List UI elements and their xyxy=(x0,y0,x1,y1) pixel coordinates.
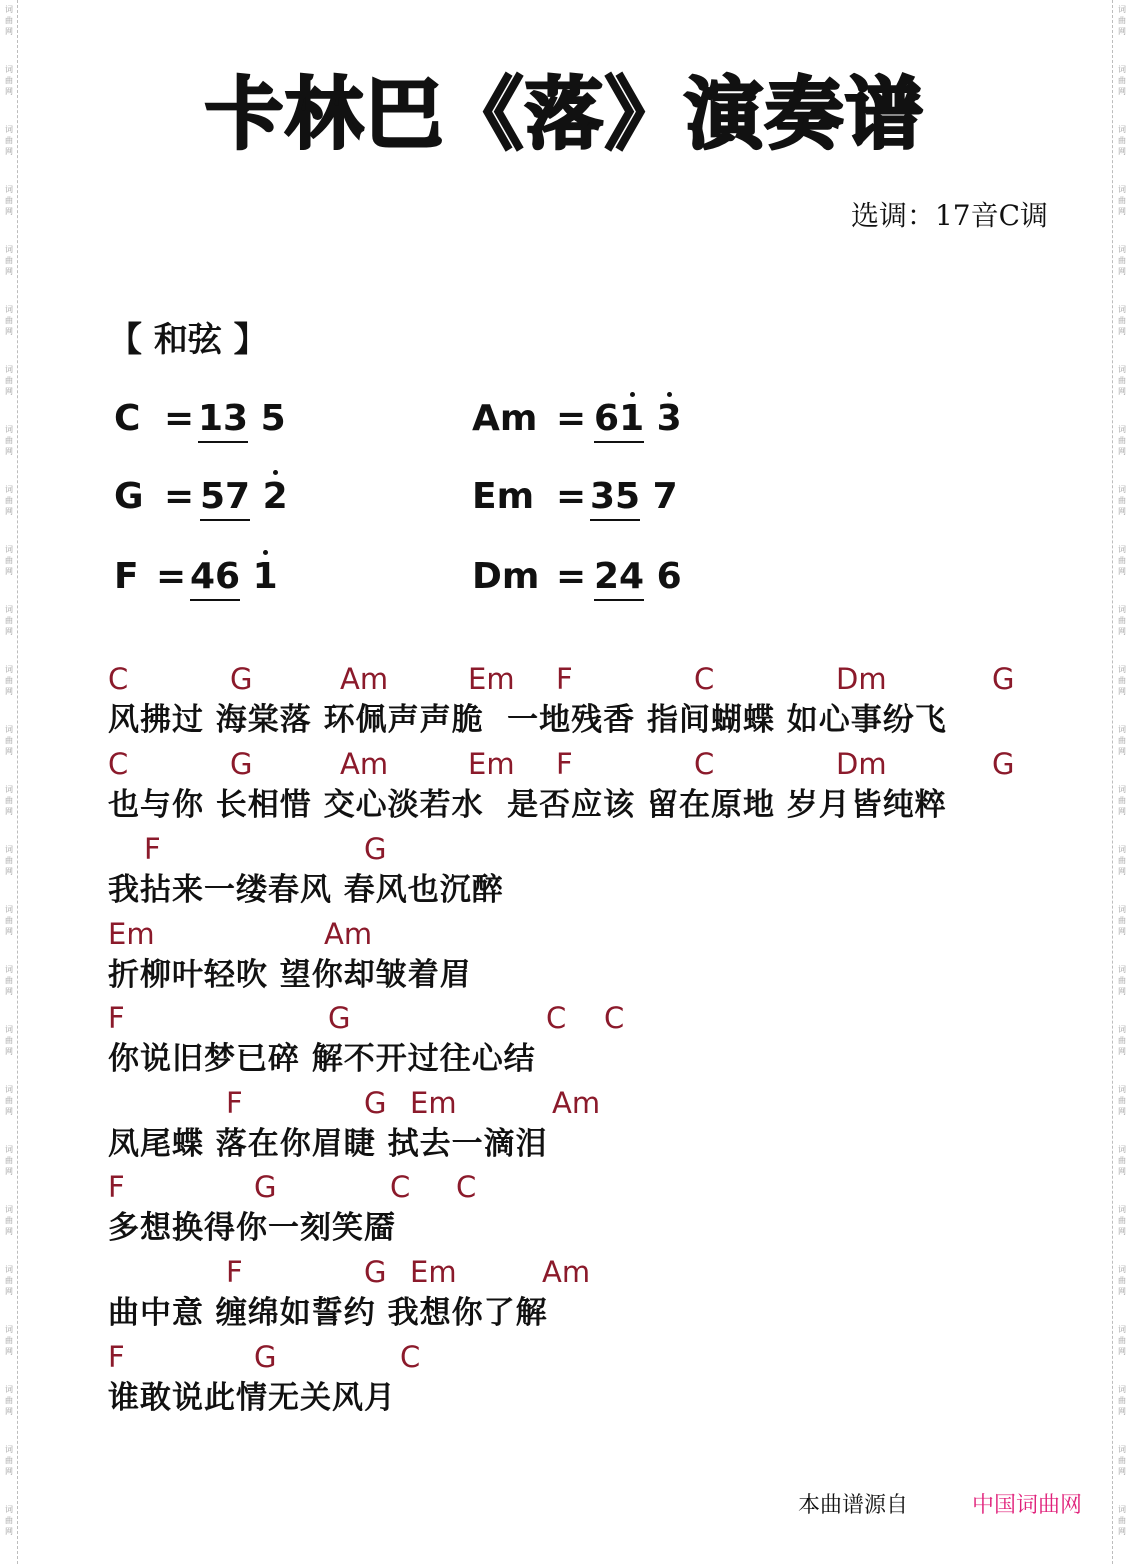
watermark-text: 词曲网 xyxy=(5,5,13,36)
watermark-text: 词曲网 xyxy=(5,725,13,756)
watermark-text: 词曲网 xyxy=(5,185,13,216)
watermark-text: 词曲网 xyxy=(5,365,13,396)
watermark-text: 词曲网 xyxy=(5,965,13,996)
chord-def-underlined: 24 xyxy=(594,556,644,601)
watermark-text: 词曲网 xyxy=(5,65,13,96)
watermark-text: 词曲网 xyxy=(1118,1505,1126,1536)
watermark-text: 词曲网 xyxy=(1118,1265,1126,1296)
page-title: 卡林巴《落》演奏谱 xyxy=(204,70,925,160)
chord-def-underlined: 61 xyxy=(594,398,644,443)
watermark-text: 词曲网 xyxy=(1118,545,1126,576)
watermark-text: 词曲网 xyxy=(1118,305,1126,336)
chord-def-eq: = xyxy=(156,556,187,597)
chord-label: C xyxy=(390,1170,411,1204)
chord-def-eq: = xyxy=(556,398,587,439)
lyric-line: 多想换得你一刻笑靥 xyxy=(108,1210,396,1246)
chord-label: Am xyxy=(340,747,389,781)
chord-label: C xyxy=(546,1001,567,1035)
watermark-text: 词曲网 xyxy=(5,1205,13,1236)
watermark-text: 词曲网 xyxy=(5,665,13,696)
lyric-line: 也与你 长相惜 交心淡若水 是否应该 留在原地 岁月皆纯粹 xyxy=(108,787,947,823)
chord-def-eq: = xyxy=(164,398,195,439)
watermark-text: 词曲网 xyxy=(1118,965,1126,996)
chord-def-underlined: 13 xyxy=(198,398,248,443)
chord-label: G xyxy=(364,1255,387,1289)
chord-def-rest: 6 xyxy=(656,556,682,597)
chord-label: G xyxy=(254,1170,277,1204)
key-selection: 选调：17音C调 xyxy=(850,199,1048,232)
chord-def-rest: 2 xyxy=(262,476,288,517)
chord-def-am xyxy=(472,398,682,439)
chord-label: Am xyxy=(542,1255,591,1289)
chord-label: C xyxy=(108,747,129,781)
lyric-line: 我拈来一缕春风 春风也沉醉 xyxy=(108,872,504,908)
watermark-text: 词曲网 xyxy=(5,1025,13,1056)
watermark-text: 词曲网 xyxy=(5,1085,13,1116)
chord-label: Em xyxy=(108,917,155,951)
chord-def-name: F xyxy=(114,556,139,597)
watermark-text: 词曲网 xyxy=(1118,725,1126,756)
watermark-text: 词曲网 xyxy=(1118,365,1126,396)
chord-label: G xyxy=(364,832,387,866)
chord-def-rest: 5 xyxy=(260,398,286,439)
chord-label: G xyxy=(254,1340,277,1374)
watermark-text: 词曲网 xyxy=(5,1145,13,1176)
chord-def-name: C xyxy=(114,398,141,439)
chord-label: C xyxy=(456,1170,477,1204)
chord-label: C xyxy=(400,1340,421,1374)
chord-def-c xyxy=(114,398,286,439)
chord-label: Em xyxy=(468,747,515,781)
chord-label: Am xyxy=(552,1086,601,1120)
chord-def-eq: = xyxy=(164,476,195,517)
chord-label: G xyxy=(364,1086,387,1120)
chord-label: F xyxy=(144,832,161,866)
chord-label: Dm xyxy=(836,662,887,696)
chord-label: Em xyxy=(410,1255,457,1289)
watermark-text: 词曲网 xyxy=(1118,1025,1126,1056)
watermark-text: 词曲网 xyxy=(1118,1325,1126,1356)
chord-def-rest: 7 xyxy=(652,476,678,517)
chord-label: Em xyxy=(410,1086,457,1120)
watermark-text: 词曲网 xyxy=(1118,1445,1126,1476)
chord-label: G xyxy=(992,747,1015,781)
chord-def-name: Em xyxy=(472,476,535,517)
chord-def-em xyxy=(472,476,678,517)
chord-label: C xyxy=(694,662,715,696)
source-label: 本曲谱源自 xyxy=(798,1493,909,1518)
watermark-text: 词曲网 xyxy=(5,305,13,336)
watermark-text: 词曲网 xyxy=(1118,1145,1126,1176)
chord-label: F xyxy=(556,662,573,696)
watermark-text: 词曲网 xyxy=(1118,65,1126,96)
chord-label: G xyxy=(230,747,253,781)
lyric-line: 曲中意 缠绵如誓约 我想你了解 xyxy=(108,1295,548,1331)
watermark-text: 词曲网 xyxy=(5,1325,13,1356)
watermark-text: 词曲网 xyxy=(5,245,13,276)
watermark-text: 词曲网 xyxy=(1118,1385,1126,1416)
chord-label: G xyxy=(328,1001,351,1035)
lyric-line: 折柳叶轻吹 望你却皱着眉 xyxy=(108,957,472,993)
chord-label: C xyxy=(108,662,129,696)
chord-label: F xyxy=(108,1340,125,1374)
chord-label: F xyxy=(108,1001,125,1035)
watermark-text: 词曲网 xyxy=(5,425,13,456)
chord-def-name: G xyxy=(114,476,144,517)
chord-def-underlined: 57 xyxy=(200,476,250,521)
watermark-text: 词曲网 xyxy=(5,1445,13,1476)
lyric-line: 凤尾蝶 落在你眉睫 拭去一滴泪 xyxy=(108,1126,548,1162)
chord-label: Am xyxy=(324,917,373,951)
high-note-dot: 1 xyxy=(619,398,645,439)
lyric-line: 谁敢说此情无关风月 xyxy=(108,1380,396,1416)
watermark-text: 词曲网 xyxy=(1118,665,1126,696)
chord-def-underlined: 46 xyxy=(190,556,240,601)
chord-label: F xyxy=(556,747,573,781)
chord-def-f xyxy=(114,556,278,597)
watermark-text: 词曲网 xyxy=(1118,1205,1126,1236)
lyric-line: 风拂过 海棠落 环佩声声脆 一地残香 指间蝴蝶 如心事纷飞 xyxy=(108,702,947,738)
chord-label: F xyxy=(108,1170,125,1204)
watermark-text: 词曲网 xyxy=(5,1265,13,1296)
chord-def-name: Dm xyxy=(472,556,540,597)
watermark-text: 词曲网 xyxy=(1118,845,1126,876)
watermark-text: 词曲网 xyxy=(5,1385,13,1416)
watermark-text: 词曲网 xyxy=(5,905,13,936)
watermark-text: 词曲网 xyxy=(5,845,13,876)
watermark-text: 词曲网 xyxy=(5,785,13,816)
chord-label: G xyxy=(230,662,253,696)
watermark-text: 词曲网 xyxy=(1118,125,1126,156)
chord-label: G xyxy=(992,662,1015,696)
watermark-text: 词曲网 xyxy=(5,605,13,636)
chord-section-label: 【 和弦 】 xyxy=(108,320,268,360)
chord-label: Am xyxy=(340,662,389,696)
watermark-text: 词曲网 xyxy=(1118,785,1126,816)
chord-label: F xyxy=(226,1255,243,1289)
chord-def-eq: = xyxy=(556,476,587,517)
watermark-text: 词曲网 xyxy=(1118,245,1126,276)
watermark-text: 词曲网 xyxy=(1118,185,1126,216)
chord-def-g xyxy=(114,476,288,517)
watermark-text: 词曲网 xyxy=(5,1505,13,1536)
watermark-text: 词曲网 xyxy=(1118,905,1126,936)
watermark-text: 词曲网 xyxy=(1118,1085,1126,1116)
chord-def-rest: 3 xyxy=(656,398,682,439)
chord-label: C xyxy=(694,747,715,781)
lyric-line: 你说旧梦已碎 解不开过往心结 xyxy=(108,1041,536,1077)
watermark-text: 词曲网 xyxy=(1118,485,1126,516)
chord-def-dm xyxy=(472,556,682,597)
chord-def-eq: = xyxy=(556,556,587,597)
chord-label: Dm xyxy=(836,747,887,781)
chord-label: F xyxy=(226,1086,243,1120)
chord-def-name: Am xyxy=(472,398,538,439)
chord-def-underlined: 35 xyxy=(590,476,640,521)
watermark-text: 词曲网 xyxy=(5,125,13,156)
watermark-text: 词曲网 xyxy=(5,485,13,516)
chord-def-rest: 1 xyxy=(252,556,278,597)
source-site-link[interactable]: 中国词曲网 xyxy=(972,1493,1083,1518)
watermark-text: 词曲网 xyxy=(1118,605,1126,636)
left-watermark-strip xyxy=(0,0,18,1564)
right-watermark-strip xyxy=(1112,0,1130,1564)
chord-label: C xyxy=(604,1001,625,1035)
watermark-text: 词曲网 xyxy=(1118,425,1126,456)
chord-label: Em xyxy=(468,662,515,696)
watermark-text: 词曲网 xyxy=(5,545,13,576)
watermark-text: 词曲网 xyxy=(1118,5,1126,36)
